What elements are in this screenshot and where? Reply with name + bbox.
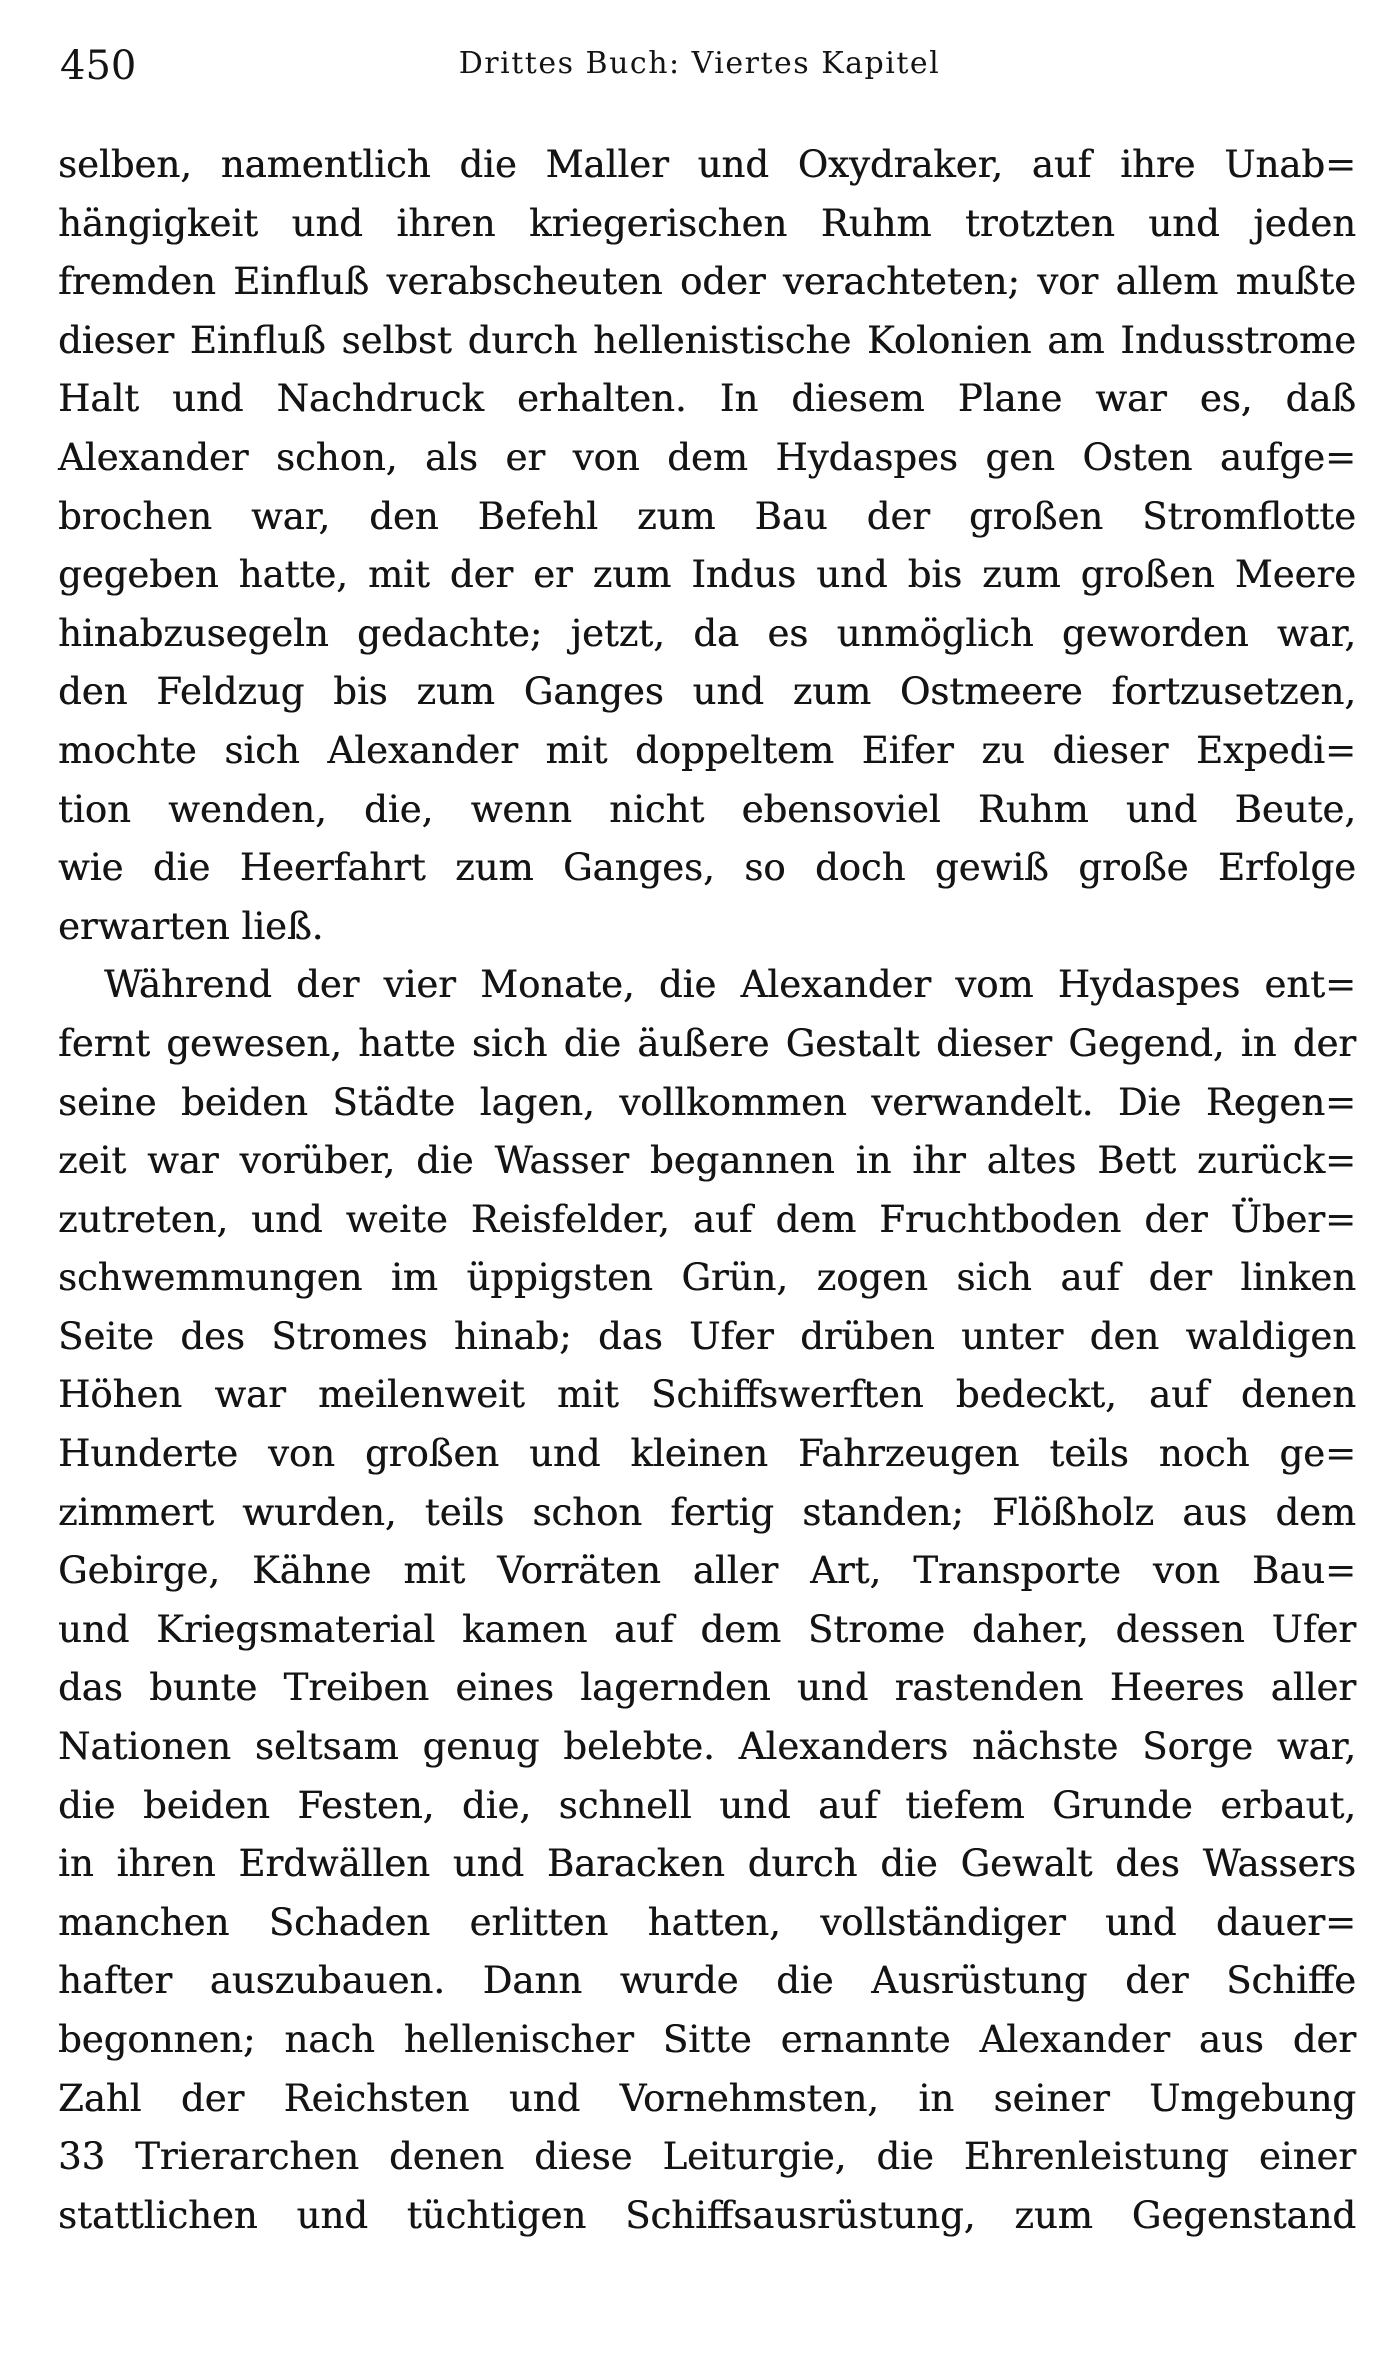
text-line: tion wenden, die, wenn nicht ebensoviel Ruhm und Beute,: [58, 787, 1356, 831]
text-line: selben, namentlich die Maller und Oxydraker, auf ihre Unab=: [58, 143, 1356, 186]
text-line: gegeben hatte, mit der er zum Indus und bis zum großen Meere: [58, 553, 1356, 597]
text-line: zutreten, und weite Reisfelder, auf dem Fruchtboden der Über=: [58, 1197, 1356, 1241]
text-line: Seite des Stromes hinab; das Ufer drüben unter den waldigen: [58, 1314, 1356, 1358]
text-line: hinabzusegeln gedachte; jetzt, da es unmöglich geworden war,: [58, 611, 1356, 655]
text-line: den Feldzug bis zum Ganges und zum Ostmeere fortzusetzen,: [58, 670, 1356, 714]
text-line: schwemmungen im üppigsten Grün, zogen sich auf der linken: [58, 1256, 1356, 1300]
text-line: Hunderte von großen und kleinen Fahrzeugen teils noch ge=: [58, 1432, 1356, 1476]
text-line: Halt und Nachdruck erhalten. In diesem Plane war es, daß: [58, 377, 1356, 421]
text-line: fernt gewesen, hatte sich die äußere Gestalt dieser Gegend, in der: [58, 1021, 1356, 1065]
page-header: [0, 42, 1399, 92]
text-block: [58, 136, 1356, 2245]
text-line: manchen Schaden erlitten hatten, vollständiger und dauer=: [58, 1900, 1356, 1944]
text-line: seine beiden Städte lagen, vollkommen verwandelt. Die Regen=: [58, 1080, 1356, 1124]
text-line: zeit war vorüber, die Wasser begannen in ihr altes Bett zurück=: [58, 1139, 1356, 1183]
text-line: zimmert wurden, teils schon fertig standen; Flößholz aus dem: [58, 1490, 1356, 1534]
text-line: stattlichen und tüchtigen Schiffsausrüstung, zum Gegenstand: [58, 2193, 1356, 2237]
text-line: dieser Einfluß selbst durch hellenistische Kolonien am Indusstrome: [58, 318, 1356, 362]
text-line: Nationen seltsam genug belebte. Alexanders nächste Sorge war,: [58, 1725, 1356, 1769]
text-line: das bunte Treiben eines lagernden und rastenden Heeres aller: [58, 1666, 1356, 1710]
text-line: Höhen war meilenweit mit Schiffswerften bedeckt, auf denen: [58, 1373, 1356, 1417]
text-line: wie die Heerfahrt zum Ganges, so doch gewiß große Erfolge: [58, 846, 1356, 890]
text-line: hängigkeit und ihren kriegerischen Ruhm trotzten und jeden: [58, 201, 1356, 245]
running-header: Drittes Buch: Viertes Kapitel: [458, 46, 941, 81]
text-line: Zahl der Reichsten und Vornehmsten, in seiner Umgebung: [58, 2076, 1356, 2120]
text-line: und Kriegsmaterial kamen auf dem Strome daher, dessen Ufer: [58, 1607, 1356, 1651]
text-line: fremden Einfluß verabscheuten oder verachteten; vor allem mußte: [58, 260, 1356, 304]
text-line: erwarten ließ.: [58, 904, 324, 948]
page-number: 450: [60, 43, 137, 89]
text-line: Alexander schon, als er von dem Hydaspes gen Osten aufge=: [58, 435, 1356, 479]
text-line: hafter auszubauen. Dann wurde die Ausrüstung der Schiffe: [58, 1959, 1356, 2003]
text-line: in ihren Erdwällen und Baracken durch die Gewalt des Wassers: [58, 1842, 1356, 1886]
text-line: Gebirge, Kähne mit Vorräten aller Art, Transporte von Bau=: [58, 1549, 1356, 1593]
text-line: mochte sich Alexander mit doppeltem Eifer zu dieser Expedi=: [58, 728, 1356, 772]
text-line: die beiden Festen, die, schnell und auf tiefem Grunde erbaut,: [58, 1783, 1356, 1827]
text-line: brochen war, den Befehl zum Bau der großen Stromflotte: [58, 494, 1356, 538]
text-line: Während der vier Monate, die Alexander vom Hydaspes ent=: [104, 963, 1356, 1007]
text-line: begonnen; nach hellenischer Sitte ernannte Alexander aus der: [58, 2018, 1356, 2061]
text-line: 33 Trierarchen denen diese Leiturgie, die Ehrenleistung einer: [58, 2135, 1356, 2179]
